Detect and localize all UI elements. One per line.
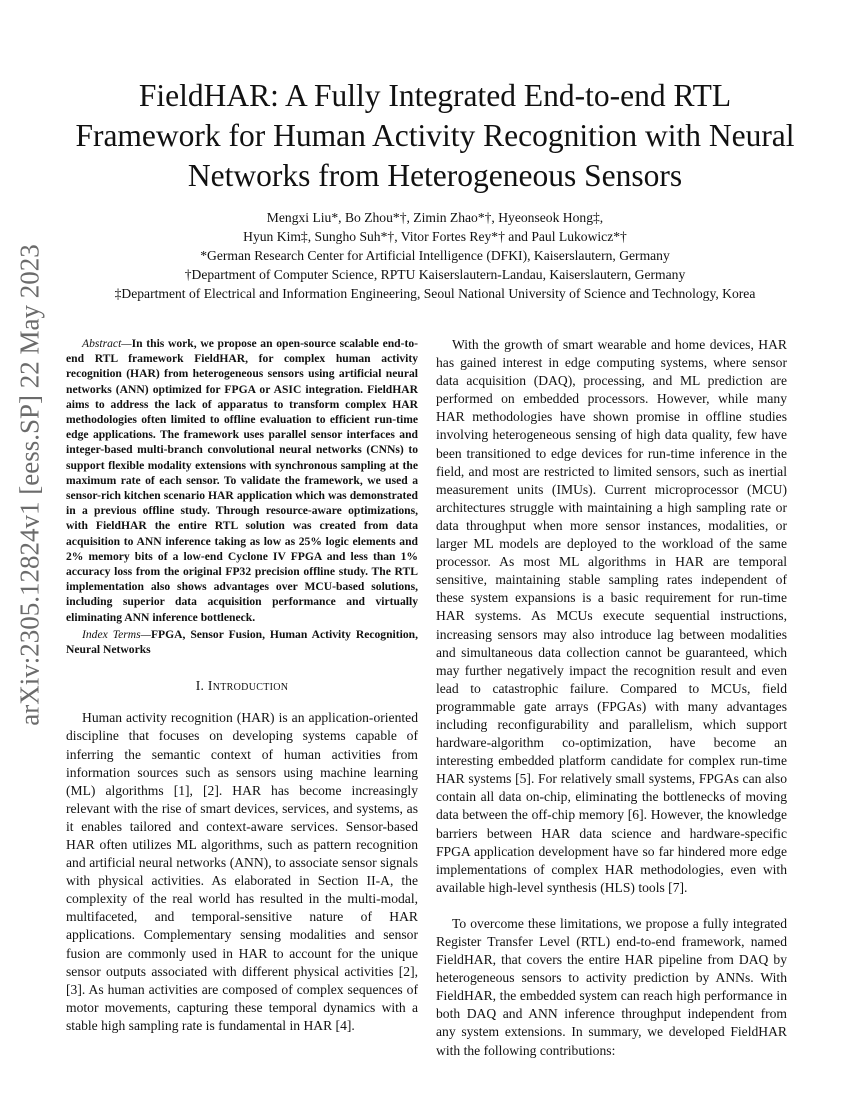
right-column: [436, 336, 787, 1060]
arxiv-identifier-text: arXiv:2305.12824v1 [eess.SP] 22 May 2023: [14, 244, 45, 726]
intro-paragraph-1: Human activity recognition (HAR) is an application-oriented discipline that focuses on developing systems capable of inferring the semantic context of human activities from information sources such as sensors using machine learning (ML) algorithms [1], [2]. HAR has become increasingly relevant with the rise of smart devices, services, and systems, as it enables tailored and context-aware services. Sensor-based HAR often utilizes ML algorithms, such as pattern recognition and artificial neural networks (ANN), to associate sensor signals with physical activities. As elaborated in Section II-A, the complexity of the real world has resulted in the multi-modal, multifaceted, and temporal-sensitive nature of HAR applications. Complementary sensing modalities and sensor fusion are commonly used in HAR to account for the unique sensor outputs associated with different physical activities [2], [3]. As human activities are composed of complex sequences of motor movements, capturing these temporal dynamics with a stable high sampling rate is fundamental in HAR [4].: [66, 710, 418, 1033]
affiliation-2: †Department of Computer Science, RPTU Kaiserslautern-Landau, Kaiserslautern, Germany: [184, 267, 686, 282]
index-terms: [66, 627, 418, 657]
arxiv-identifier: [2, 244, 58, 726]
abstract-label: Abstract—: [82, 337, 132, 350]
abstract-text: In this work, we propose an open-source scalable end-to-end RTL framework FieldHAR, for complex human activity recognition (HAR) from heterogeneous sensors using artificial neural networks (ANN) optimized for FPGA or ASIC integration. FieldHAR aims to address the lack of apparatus to transform complex HAR methodologies often limited to offline evaluation to efficient run-time edge applications. The framework uses parallel sensor interfaces and integer-based multi-branch convolutional neural networks (CNNs) to support flexible modality extensions with synchronous sampling at the maximum rate of each sensor. To validate the framework, we used a sensor-rich kitchen scenario HAR application which was demonstrated in a previous offline study. Through resource-aware optimizations, with FieldHAR the entire RTL solution was created from data acquisition to ANN inference taking as low as 25% logic elements and 2% memory bits of a low-end Cyclone IV FPGA and less than 1% accuracy loss from the original FP32 precision offline study. The RTL implementation also shows advantages over MCU-based solutions, including superior data acquisition performance and virtually eliminating ANN inference bottleneck.: [66, 337, 418, 624]
author-line-2: Hyun Kim‡, Sungho Suh*†, Vitor Fortes Rey*† and Paul Lukowicz*†: [243, 229, 627, 244]
paper-title: FieldHAR: A Fully Integrated End-to-end RTL Framework for Human Activity Recognition with Neural Networks from Heterogeneous Sensors: [75, 78, 795, 193]
affiliation-3: ‡Department of Electrical and Information Engineering, Seoul National University of Science and Technology, Korea: [114, 286, 756, 301]
author-block: [70, 208, 800, 303]
abstract: [66, 336, 418, 625]
section-heading-introduction: I. Introduction: [195, 678, 289, 694]
index-terms-label: Index Terms—: [82, 627, 151, 641]
intro-paragraph-2: With the growth of smart wearable and home devices, HAR has gained interest in edge computing systems, where sensor data acquisition (DAQ), processing, and ML prediction are performed on embedded processors. However, while many HAR methodologies have shown promise in offline studies involving heterogeneous sensing of high data quality, few have been transitioned to edge devices for run-time inference in the field, and most are restricted to limited sensors, such as inertial measurement units (IMUs). Current microprocessor (MCU) architectures struggle with maintaining a high sampling rate or data throughput when more sensor instances, modalities, or larger ML models are deployed to the workload of the same processor. As most ML algorithms in HAR are temporal sensitive, maintaining stable sampling rates independent of these system expansions is a basic requirement for run-time HAR systems. As MCUs execute sequential instructions, increasing sensors may also introduce lag between modalities and simultaneous data collection cannot be guaranteed, which may further negatively impact the recognition result and even lead to catastrophic failure. Compared to MCUs, field programmable gate arrays (FPGAs) with many advantages including reconfigurability and parallelism, which support hardware-algorithm co-optimization, have become an interesting embedded platform candidate for complex run-time HAR systems [5]. For relatively small systems, FPGAs can also contain all data on-chip, eliminating the bottlenecks of moving data between the off-chip memory [6]. However, the knowledge barriers between HAR data science and hardware-specific FPGA application development have so far hindered more edge implementations of complex HAR methodologies, even with available high-level synthesis (HLS) tools [7].: [436, 337, 787, 895]
author-line-1: Mengxi Liu*, Bo Zhou*†, Zimin Zhao*†, Hyeonseok Hong‡,: [266, 210, 604, 225]
affiliation-1: *German Research Center for Artificial Intelligence (DFKI), Kaiserslautern, Germany: [200, 248, 670, 263]
left-column: [66, 336, 418, 1035]
intro-paragraph-3: To overcome these limitations, we propose a fully integrated Register Transfer Level (RTL) end-to-end framework, named FieldHAR, that covers the entire HAR pipeline from DAQ by heterogeneous sensors to activity prediction by ANNs. With FieldHAR, the embedded system can reach high performance in both DAQ and ANN inference throughput independent from any system extensions. In summary, we developed FieldHAR with the following contributions:: [436, 915, 787, 1058]
index-terms-text: FPGA, Sensor Fusion, Human Activity Recognition, Neural Networks: [66, 627, 418, 657]
